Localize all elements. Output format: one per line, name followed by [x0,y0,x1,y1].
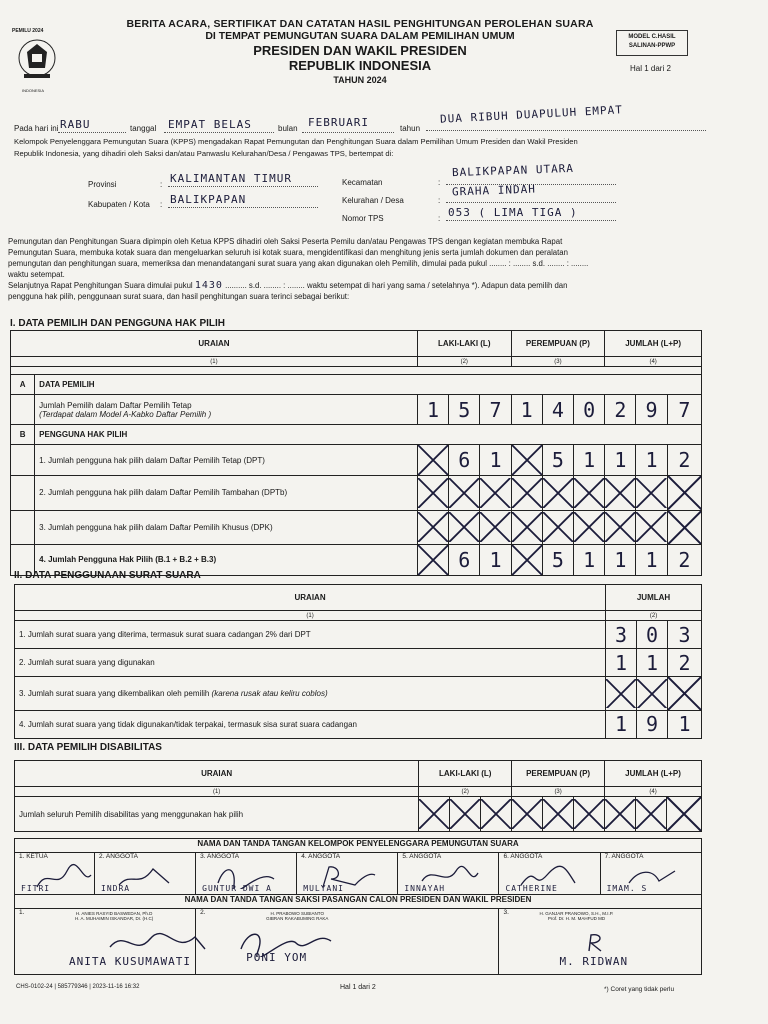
kpps-role: 6. ANGGOTA [503,853,543,860]
kpps-row [15,853,702,895]
s1-b1-digit: 2 [667,445,701,476]
value-tps: 053 ( LIMA TIGA ) [448,206,578,219]
s1-b1-digit: 5 [542,445,573,476]
kpps-signature-cell [196,853,297,895]
cross-mark-icon [417,510,448,544]
s1-b1-digit: 1 [574,445,605,476]
saksi-pair-2-a: H. PRABOWO SUBIANTO [270,911,324,916]
value-tanggal: EMPAT BELAS [168,118,252,131]
cross-mark-icon [606,677,637,711]
s2-r2-digit: 1 [637,649,668,677]
saksi-pair-2 [266,911,328,921]
dots-hari [58,132,126,133]
colon-tps: : [438,214,441,223]
saksi-title: NAMA DAN TANDA TANGAN SAKSI PASANGAN CALON PRESIDEN DAN WAKIL PRESIDEN [15,895,702,909]
cross-mark-icon [511,476,542,510]
intro-line-3: Republik Indonesia, yang dihadiri oleh Saksi dan/atau Panwaslu Kelurahan/Desa / Pengawas TPS, bertempat di: [14,149,394,158]
procedure-paragraph [8,236,588,302]
cross-mark-icon [636,510,667,544]
label-provinsi: Provinsi [88,180,117,189]
s3-num-1: (1) [15,787,419,797]
section-3-title: III. DATA PEMILIH DISABILITAS [14,742,162,753]
s1-b4-digit: 1 [605,544,636,575]
kpps-role: 4. ANGGOTA [301,853,341,860]
s1-b1-digit: 1 [480,445,511,476]
cross-mark-icon [511,510,542,544]
s2-r3-label-a: 3. Jumlah surat suara yang dikembalikan oleh pemilih [19,688,212,698]
kpps-name: INNAYAH [404,884,446,893]
para-line-4: waktu setempat. [8,270,65,279]
cross-mark-icon [667,476,701,510]
kpps-role: 5. ANGGOTA [402,853,442,860]
s2-r3-label-b: (karena rusak atau keliru coblos) [211,688,328,698]
s1-b2-row [11,476,702,510]
cross-mark-icon [417,476,448,510]
saksi-pair-1-b: H. A. MUHAIMIN ISKANDAR, Dr. (H.C) [75,916,154,921]
dots-tanggal [164,132,274,133]
saksi-name-1: ANITA KUSUMAWATI [69,955,191,968]
model-line-1: MODEL C.HASIL [628,34,676,40]
s2-r3-label [15,677,606,711]
header-line-4: REPUBLIK INDONESIA [288,58,432,73]
colon-kecamatan: : [438,178,441,187]
s1-a1-label [35,395,418,425]
value-provinsi: KALIMANTAN TIMUR [170,172,292,185]
kpps-name: INDRA [101,884,131,893]
s1-a-title: DATA PEMILIH [35,375,702,395]
header-line-5: TAHUN 2024 [333,75,387,85]
signature-2-icon [236,925,336,957]
s3-header-pr: PEREMPUAN (P) [512,761,605,787]
model-line-2: SALINAN-PPWP [628,43,676,49]
saksi-no-1: 1. [19,909,25,916]
s2-num-1: (1) [15,611,606,621]
s1-b4-digit: 1 [574,544,605,575]
colon-kabupaten: : [160,200,163,209]
s3-r1-label: Jumlah seluruh Pemilih disabilitas yang menggunakan hak pilih [15,797,419,832]
s3-header-uraian: URAIAN [15,761,419,787]
s1-spacer [11,367,702,375]
label-kabupaten: Kabupaten / Kota [88,200,150,209]
saksi-name-3: M. RIDWAN [559,955,629,968]
s1-num-4: (4) [605,357,702,367]
logo-text-top: PEMILU 2024 [12,28,44,34]
header-line-3: PRESIDEN DAN WAKIL PRESIDEN [253,43,467,58]
value-hari: RABU [60,118,91,131]
s1-header-pr: PEREMPUAN (P) [511,331,605,357]
logo-text-bottom: INDONESIA [22,88,45,93]
s1-b4-digit: 1 [636,544,667,575]
para-line-1: Pemungutan dan Penghitungan Suara dipimpin oleh Ketua KPPS dihadiri oleh Saksi Peserta Pemilu dan/atau Pengawas TPS dengan kegiatan membuka Rapat [8,237,563,246]
value-kecamatan: BALIKPAPAN UTARA [451,161,575,180]
footer-note: *) Coret yang tidak perlu [604,986,675,993]
s1-b4-digit: 2 [667,544,701,575]
cross-mark-icon [574,510,605,544]
para-line-5 [8,280,588,291]
cross-mark-icon [668,677,702,711]
kpps-role: 2. ANGGOTA [99,853,138,860]
s1-b1-blank [11,445,35,476]
saksi-pair-3-a: H. GANJAR PRANOWO, S.H., M.I.P. [539,911,614,916]
cross-mark-icon [481,797,512,832]
saksi-name-2: PONI YOM [246,951,308,964]
label-kecamatan: Kecamatan [342,178,383,187]
page-indicator: Hal 1 dari 2 [630,64,671,73]
cross-mark-icon [636,797,667,832]
s1-b2-label: 2. Jumlah pengguna hak pilih dalam Daftar Pemilih Tambahan (DPTb) [35,476,418,510]
section-2-title: II. DATA PENGGUNAAN SURAT SUARA [14,570,201,581]
s1-b4-digit: 1 [480,544,511,575]
cross-mark-icon [480,476,511,510]
kpps-signature-cell [95,853,196,895]
cross-mark-icon [511,544,542,575]
para-line-2: Pemungutan Suara, membuka kotak suara dan mengeluarkan seluruh isi kotak suara, mengidentifikasi dan menghitung jenis serta jumlah dokumen dan peralatan [8,248,568,257]
s1-b1-label: 1. Jumlah pengguna hak pilih dalam Daftar Pemilih Tetap (DPT) [35,445,418,476]
saksi-cell-2 [196,909,499,975]
s2-r4-label: 4. Jumlah surat suara yang tidak digunakan/tidak terpakai, termasuk sisa surat suara cadangan [15,710,606,738]
para-line-3: pemungutan dan penghitungan suara, memeriksa dan menandatangani surat suara yang akan digunakan oleh Pemilih, dimulai pada pukul ........ : ........ s.d. ........ : ........ [8,259,589,268]
saksi-pair-3 [539,911,613,921]
s1-num-1: (1) [11,357,418,367]
s1-b3-label: 3. Jumlah pengguna hak pilih dalam Daftar Pemilih Khusus (DPK) [35,510,418,544]
s2-r2-label: 2. Jumlah surat suara yang digunakan [15,649,606,677]
s1-b2-blank [11,476,35,510]
value-kabupaten: BALIKPAPAN [170,193,247,206]
s3-r1-row [15,797,702,832]
cross-mark-icon [449,510,480,544]
s2-r2-digit: 2 [668,649,702,677]
s1-header-jml: JUMLAH (L+P) [605,331,702,357]
s2-r3-row [15,677,702,711]
s1-b1-digit: 1 [605,445,636,476]
colon-kelurahan: : [438,196,441,205]
kpps-title: NAMA DAN TANDA TANGAN KELOMPOK PENYELENGGARA PEMUNGUTAN SUARA [15,839,702,853]
footer-page: Hal 1 dari 2 [340,984,376,991]
saksi-pair-3-b: Prof. Dr. H. M. MAHFUD MD [547,916,606,921]
colon-provinsi: : [160,180,163,189]
cross-mark-icon [542,510,573,544]
s1-b4-digit: 6 [449,544,480,575]
saksi-pair-1 [75,911,153,921]
kpps-signature-cell [15,853,95,895]
s1-a1-blank [11,395,35,425]
kpu-logo-icon [14,30,60,92]
s1-a1-line-2: (Terdapat dalam Model A-Kabko Daftar Pemilih ) [39,409,212,419]
s2-r2-digit: 1 [606,649,637,677]
cross-mark-icon [666,797,701,832]
s1-b3-blank [11,510,35,544]
saksi-cell-3 [499,909,702,975]
section-1-title: I. DATA PEMILIH DAN PENGGUNA HAK PILIH [10,318,225,329]
s1-a1-digit: 2 [605,395,636,425]
document-header [110,18,610,85]
s1-b1-digit: 1 [636,445,667,476]
s1-b4-label: 4. Jumlah Pengguna Hak Pilih (B.1 + B.2 + B.3) [35,544,418,575]
header-line-1: BERITA ACARA, SERTIFIKAT DAN CATATAN HASIL PENGHITUNGAN PEROLEHAN SUARA [126,18,594,30]
saksi-cell-1 [15,909,196,975]
s1-a1-digit: 9 [636,395,667,425]
para-line-5a: Selanjutnya Rapat Penghitungan Suara dimulai pukul [8,281,193,290]
section-2-table [14,584,702,739]
label-pada-hari: Pada hari ini [14,124,59,133]
s3-header-lk: LAKI-LAKI (L) [419,761,512,787]
s1-a-label: A [11,375,35,395]
cross-mark-icon [574,797,605,832]
s1-a1-digit: 1 [417,395,448,425]
kpps-role: 3. ANGGOTA [200,853,240,860]
cross-mark-icon [637,677,668,711]
s1-num-3: (3) [511,357,605,367]
label-tps: Nomor TPS [342,214,384,223]
kpps-name: FITRI [21,884,51,893]
s1-a1-line-1: Jumlah Pemilih dalam Daftar Pemilih Tetap [39,400,192,410]
s2-r4-digit: 9 [637,710,668,738]
cross-mark-icon [542,476,573,510]
cross-mark-icon [605,510,636,544]
saksi-no-2: 2. [200,909,206,916]
cross-mark-icon [450,797,481,832]
s1-b-label: B [11,425,35,445]
para-line-5b: .......... s.d. ........ : ........ waktu setempat di hari yang sama / setelahnya *). Adapun data pemilih dan [225,281,568,290]
s1-b4-digit: 5 [542,544,573,575]
dots-provinsi [168,186,318,187]
cross-mark-icon [605,476,636,510]
s3-header-jml: JUMLAH (L+P) [605,761,702,787]
cross-mark-icon [419,797,450,832]
cross-mark-icon [449,476,480,510]
s3-num-3: (3) [512,787,605,797]
s1-header-uraian: URAIAN [11,331,418,357]
kpps-role: 7. ANGGOTA [604,853,644,860]
label-tahun: tahun [400,124,421,133]
model-box [616,30,688,56]
para-line-6: pengguna hak pilih, penggunaan surat suara, dan hasil penghitungan suara terinci sebagai berikut: [8,292,350,301]
s1-a1-digit: 4 [542,395,573,425]
kpps-name: CATHERINE [505,884,558,893]
intro-line-2: Kelompok Penyelenggara Pemungutan Suara (KPPS) mengadakan Rapat Pemungutan dan Penghitungan Suara dalam Pemilihan Umum Presiden dan Wakil Presiden [14,137,578,146]
s1-a1-digit: 7 [667,395,701,425]
cross-mark-icon [543,797,574,832]
s2-r1-label: 1. Jumlah surat suara yang diterima, termasuk surat suara cadangan 2% dari DPT [15,621,606,649]
saksi-pair-1-a: H. ANIES RASYID BASWEDAN, Ph.D [75,911,153,916]
s2-header-jml: JUMLAH [606,585,702,611]
s2-header-uraian: URAIAN [15,585,606,611]
s3-num-2: (2) [419,787,512,797]
s1-b3-row [11,510,702,544]
cross-mark-icon [605,797,636,832]
saksi-pair-2-b: GIBRAN RAKABUMING RAKA [266,916,329,921]
value-time-start: 1430 [194,280,223,291]
value-tahun: DUA RIBUH DUAPULUH EMPAT [439,103,624,126]
s1-b1-row [11,445,702,476]
kpps-role: 1. KETUA [19,853,48,860]
label-bulan: bulan [278,124,298,133]
cross-mark-icon [512,797,543,832]
s1-a1-digit: 5 [449,395,480,425]
s2-r1-digit: 3 [668,621,702,649]
cross-mark-icon [667,510,701,544]
signature-3-icon [579,931,619,955]
cross-mark-icon [636,476,667,510]
dots-bulan [302,132,394,133]
value-kelurahan: GRAHA INDAH [451,182,537,199]
saksi-no-3: 3. [503,909,509,916]
s1-a1-digit: 7 [480,395,511,425]
section-3-table [14,760,702,832]
s1-b1-digit: 6 [449,445,480,476]
value-bulan: FEBRUARI [308,116,369,129]
signature-table [14,838,702,975]
s1-b-title: PENGGUNA HAK PILIH [35,425,702,445]
s2-r1-digit: 3 [606,621,637,649]
kpps-name: GUNTUR DWI A [202,884,272,893]
label-tanggal: tanggal [130,124,157,133]
kpps-signature-cell [297,853,398,895]
cross-mark-icon [417,445,448,476]
header-line-2: DI TEMPAT PEMUNGUTAN SUARA DALAM PEMILIHAN UMUM [205,30,515,42]
cross-mark-icon [574,476,605,510]
s1-a1-digit: 1 [511,395,542,425]
kpps-name: MULYANI [303,884,344,893]
kpps-signature-cell [600,853,701,895]
dots-tahun [426,130,706,131]
s1-a1-digit: 0 [574,395,605,425]
s1-num-2: (2) [417,357,511,367]
cross-mark-icon [417,544,448,575]
kpps-signature-cell [398,853,499,895]
s1-header-lk: LAKI-LAKI (L) [417,331,511,357]
s2-r1-digit: 0 [637,621,668,649]
s3-num-4: (4) [605,787,702,797]
dots-kabupaten [168,207,318,208]
s2-r4-digit: 1 [668,710,702,738]
label-kelurahan: Kelurahan / Desa [342,196,404,205]
s2-num-2: (2) [606,611,702,621]
cross-mark-icon [511,445,542,476]
footer-code: CHS-0102-24 | 585779346 | 2023-11-16 16:32 [16,984,140,990]
dots-tps [446,220,616,221]
section-1-table [10,330,702,576]
cross-mark-icon [480,510,511,544]
kpps-name: IMAM. S [606,884,648,893]
dots-kelurahan [446,202,616,203]
s2-r4-digit: 1 [606,710,637,738]
kpps-signature-cell [499,853,600,895]
